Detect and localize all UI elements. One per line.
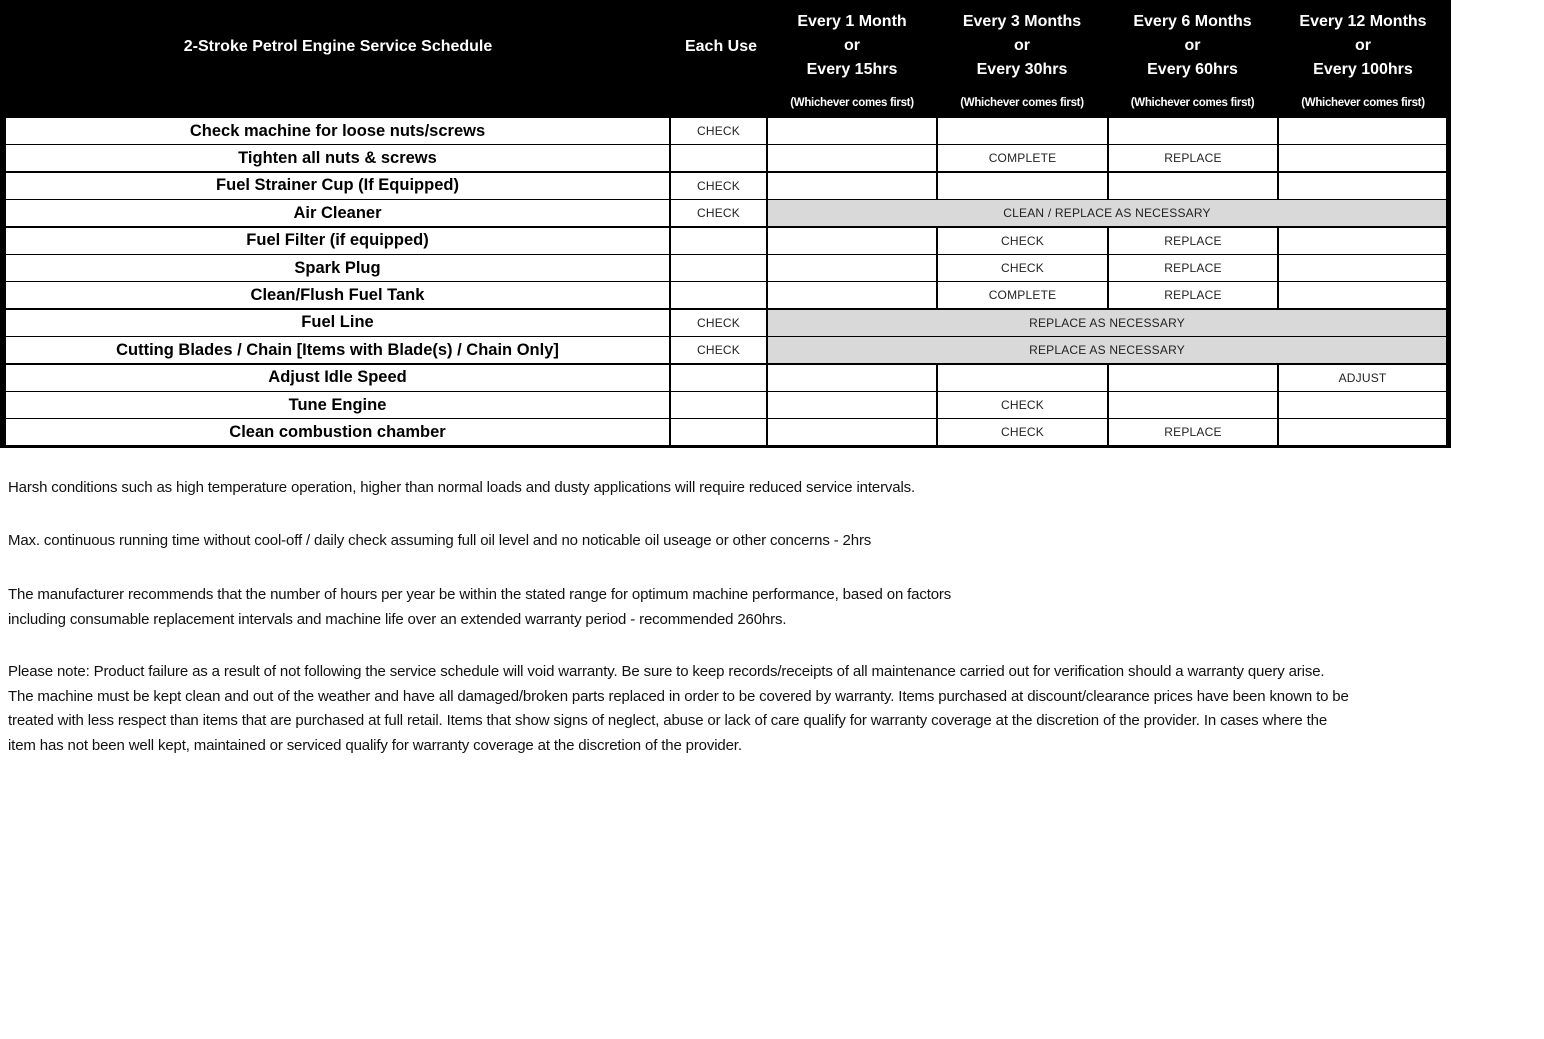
table-row (6, 200, 1446, 226)
header-line: or (1014, 37, 1030, 54)
header-note: (Whichever comes first) (790, 97, 914, 109)
row-each-use-cell (671, 392, 766, 418)
header-task (0, 0, 676, 117)
header-note: (Whichever comes first) (960, 97, 1084, 109)
header-line: Every 30hrs (976, 61, 1068, 78)
harsh-conditions-note: Harsh conditions such as high temperature operation, higher than normal loads and dusty applications will require reduced service intervals. (8, 479, 916, 496)
table-row (6, 145, 1446, 171)
row-3-months-cell: COMPLETE (938, 282, 1107, 308)
header-line: Every 3 Months (962, 13, 1082, 30)
warranty-note-line-4: item has not been well kept, maintained or serviced qualify for warranty coverage at the discretion of the provider. (8, 736, 742, 754)
row-task-cell: Tighten all nuts & screws (6, 145, 669, 171)
row-each-use-cell: CHECK (671, 200, 766, 226)
row-1-month-cell (768, 228, 936, 254)
recommended-hours-note-line-2: including consumable replacement intervals and machine life over an extended warranty period - recommended 260hrs. (8, 610, 787, 628)
row-3-months-cell (938, 365, 1107, 391)
row-each-use-cell: CHECK (671, 337, 766, 363)
header-line: Every 15hrs (806, 61, 898, 78)
row-12-months-cell (1279, 419, 1446, 445)
row-each-use-cell (671, 365, 766, 391)
service-schedule-table (0, 0, 1451, 448)
row-12-months-cell (1279, 145, 1446, 171)
row-6-months-cell: REPLACE (1109, 145, 1277, 171)
header-line: Every 60hrs (1147, 61, 1238, 78)
header-line: Every 1 Month (797, 13, 907, 30)
table-row (6, 337, 1446, 363)
header-6-months (1108, 0, 1277, 117)
table-row (6, 255, 1446, 281)
row-6-months-cell (1109, 392, 1277, 418)
table-row (6, 365, 1446, 391)
row-merged-interval-cell: CLEAN / REPLACE AS NECESSARY (768, 200, 1446, 226)
row-12-months-cell (1279, 255, 1446, 281)
table-row (6, 310, 1446, 336)
row-task-cell: Tune Engine (6, 392, 669, 418)
row-6-months-cell: REPLACE (1109, 419, 1277, 445)
header-1-month (767, 0, 937, 117)
row-task-cell: Adjust Idle Speed (6, 365, 669, 391)
header-12-months (1278, 0, 1448, 117)
row-1-month-cell (768, 118, 936, 144)
row-1-month-cell (768, 365, 936, 391)
notes-section (8, 476, 1458, 758)
row-12-months-cell (1279, 118, 1446, 144)
header-each-use (676, 0, 766, 117)
row-12-months-cell (1279, 392, 1446, 418)
header-line: Every 6 Months (1133, 13, 1252, 30)
warranty-note-line-2: The machine must be kept clean and out of the weather and have all damaged/broken parts replaced in order to be covered by warranty. Items purchased at discount/clearance prices have been known to be (8, 687, 1349, 705)
row-task-cell: Check machine for loose nuts/screws (6, 118, 669, 144)
row-3-months-cell: CHECK (938, 255, 1107, 281)
table-row (6, 392, 1446, 418)
row-task-cell: Clean combustion chamber (6, 419, 669, 445)
recommended-hours-note-line-1: The manufacturer recommends that the number of hours per year be within the stated range for optimum machine performance, based on factors (8, 586, 952, 603)
table-row (6, 282, 1446, 308)
row-3-months-cell: COMPLETE (938, 145, 1107, 171)
row-task-cell: Fuel Strainer Cup (If Equipped) (6, 173, 669, 199)
header-note: (Whichever comes first) (1130, 97, 1255, 109)
row-1-month-cell (768, 145, 936, 171)
header-line: Each Use (684, 38, 758, 55)
row-3-months-cell (938, 118, 1107, 144)
row-12-months-cell (1279, 282, 1446, 308)
row-1-month-cell (768, 392, 936, 418)
row-each-use-cell (671, 145, 766, 171)
row-task-cell: Air Cleaner (6, 200, 669, 226)
row-6-months-cell: REPLACE (1109, 228, 1277, 254)
row-12-months-cell: ADJUST (1279, 365, 1446, 391)
header-line: 2-Stroke Petrol Engine Service Schedule (183, 38, 493, 55)
table-row (6, 228, 1446, 254)
row-merged-interval-cell: REPLACE AS NECESSARY (768, 337, 1446, 363)
row-task-cell: Clean/Flush Fuel Tank (6, 282, 669, 308)
header-line: or (1355, 37, 1371, 54)
header-line: or (1184, 37, 1201, 54)
row-each-use-cell: CHECK (671, 118, 766, 144)
row-6-months-cell (1109, 173, 1277, 199)
row-12-months-cell (1279, 173, 1446, 199)
row-3-months-cell (938, 173, 1107, 199)
row-3-months-cell: CHECK (938, 419, 1107, 445)
warranty-note-line-3: treated with less respect than items that are purchased at full retail. Items that show signs of neglect, abuse or lack of care qualify for warranty coverage at the discretion of the provider. In cases where the (8, 712, 1328, 729)
row-each-use-cell: CHECK (671, 173, 766, 199)
row-each-use-cell: CHECK (671, 310, 766, 336)
row-6-months-cell: REPLACE (1109, 282, 1277, 308)
header-note: (Whichever comes first) (1301, 97, 1425, 109)
row-1-month-cell (768, 255, 936, 281)
table-row (6, 173, 1446, 199)
header-line: or (844, 37, 860, 54)
table-row (6, 118, 1446, 144)
row-merged-interval-cell: REPLACE AS NECESSARY (768, 310, 1446, 336)
row-3-months-cell: CHECK (938, 392, 1107, 418)
row-each-use-cell (671, 282, 766, 308)
row-each-use-cell (671, 419, 766, 445)
row-each-use-cell (671, 228, 766, 254)
max-running-time-note: Max. continuous running time without cool-off / daily check assuming full oil level and no noticable oil useage or other concerns - 2hrs (8, 531, 872, 549)
row-task-cell: Cutting Blades / Chain [Items with Blade(s) / Chain Only] (6, 337, 669, 363)
row-1-month-cell (768, 282, 936, 308)
row-each-use-cell (671, 255, 766, 281)
row-12-months-cell (1279, 228, 1446, 254)
row-6-months-cell (1109, 118, 1277, 144)
warranty-note-line-1: Please note: Product failure as a result of not following the service schedule will void warranty. Be sure to keep records/receipts of all maintenance carried out for verification should a warranty query arise. (8, 663, 1325, 680)
row-task-cell: Fuel Filter (if equipped) (6, 228, 669, 254)
row-6-months-cell: REPLACE (1109, 255, 1277, 281)
header-line: Every 100hrs (1313, 61, 1413, 78)
row-1-month-cell (768, 173, 936, 199)
row-task-cell: Spark Plug (6, 255, 669, 281)
header-3-months (937, 0, 1107, 117)
row-1-month-cell (768, 419, 936, 445)
header-line: Every 12 Months (1299, 13, 1427, 30)
row-3-months-cell: CHECK (938, 228, 1107, 254)
row-task-cell: Fuel Line (6, 310, 669, 336)
table-row (6, 419, 1446, 445)
row-6-months-cell (1109, 365, 1277, 391)
